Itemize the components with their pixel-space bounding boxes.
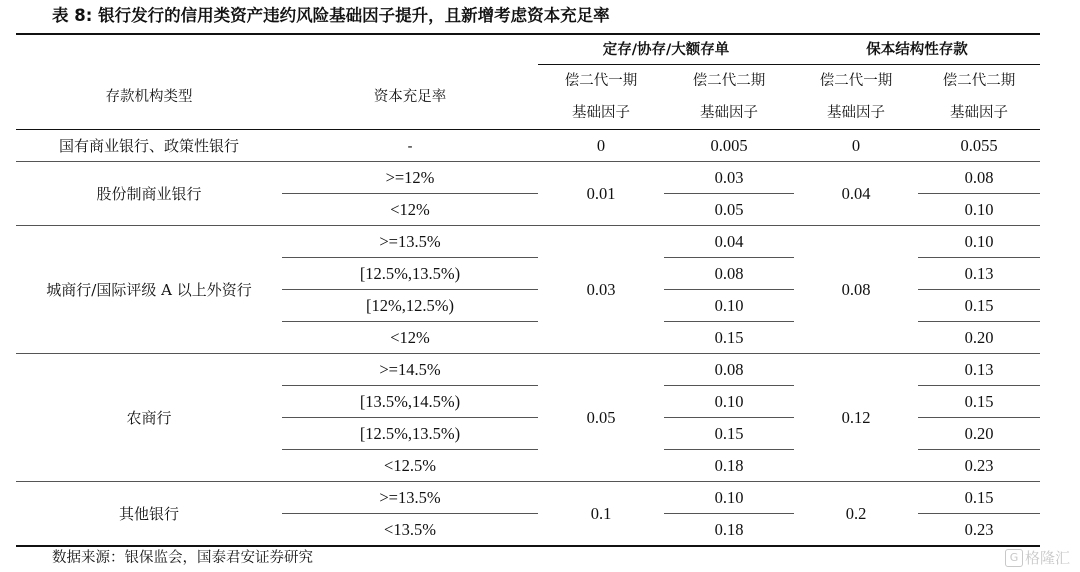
value-cell: 0.05 [538, 354, 664, 482]
bank-type-cell: 股份制商业银行 [16, 162, 282, 226]
value-cell: 0.08 [664, 258, 794, 290]
car-cell: <12% [390, 199, 430, 219]
table-row [16, 354, 1040, 386]
value-cell: 0.10 [918, 226, 1040, 258]
value-cell: 0 [851, 135, 861, 155]
table-row [16, 162, 1040, 194]
value-cell: 0.08 [664, 354, 794, 386]
value-cell: 0.15 [664, 418, 794, 450]
value-cell: 0.20 [918, 418, 1040, 450]
car-cell: [12.5%,13.5%) [282, 418, 538, 450]
value-cell: 0.10 [664, 290, 794, 322]
value-cell: 0.23 [964, 455, 994, 475]
gelonghui-logo-icon: G [1005, 549, 1023, 567]
value-cell: 0.18 [664, 514, 794, 547]
value-cell: 0.055 [960, 135, 998, 155]
value-cell: 0.12 [794, 354, 918, 482]
watermark-text: 格隆汇 [1024, 549, 1070, 567]
group-header-structured: 保本结构性存款 [794, 34, 1040, 65]
value-cell: 0.2 [794, 482, 918, 547]
car-cell: [12%,12.5%) [282, 290, 538, 322]
value-cell: 0.20 [964, 327, 994, 347]
bank-type-cell: 其他银行 [16, 482, 282, 547]
value-cell: 0.10 [964, 199, 994, 219]
car-cell: <12% [390, 327, 430, 347]
value-cell: 0.005 [710, 135, 748, 155]
risk-factor-table [16, 33, 1040, 547]
car-cell: [13.5%,14.5%) [282, 386, 538, 418]
value-cell: 0 [596, 135, 606, 155]
value-cell: 0.10 [664, 482, 794, 514]
column-header-phase1: 偿二代一期 [564, 73, 638, 89]
value-cell: 0.15 [918, 386, 1040, 418]
table-row [16, 482, 1040, 514]
value-cell: 0.13 [918, 258, 1040, 290]
value-cell: 0.01 [538, 162, 664, 226]
table-title: 表 8: 银行发行的信用类资产违约风险基础因子提升，且新增考虑资本充足率 [52, 6, 610, 25]
column-header-type: 存款机构类型 [16, 65, 282, 130]
car-cell: >=14.5% [282, 354, 538, 386]
car-cell: >=13.5% [282, 482, 538, 514]
value-cell: 0.15 [714, 327, 744, 347]
value-cell: 0.1 [538, 482, 664, 547]
value-cell: 0.08 [918, 162, 1040, 194]
car-cell: <13.5% [282, 514, 538, 547]
value-cell: 0.04 [664, 226, 794, 258]
bank-type-cell: 农商行 [16, 354, 282, 482]
value-cell: 0.15 [918, 290, 1040, 322]
source-note: 数据来源：银保监会，国泰君安证券研究 [52, 550, 313, 566]
column-header-phase2: 偿二代二期 [692, 73, 766, 89]
value-cell: 0.23 [918, 514, 1040, 547]
value-cell: 0.10 [664, 386, 794, 418]
car-cell: >=12% [282, 162, 538, 194]
bank-type-cell: 城商行/国际评级 A 以上外资行 [16, 226, 282, 354]
value-cell: 0.03 [538, 226, 664, 354]
group-header-deposit: 定存/协存/大额存单 [538, 34, 794, 65]
value-cell: 0.18 [714, 455, 744, 475]
column-header-phase1: 偿二代一期 [819, 73, 893, 89]
bank-type-cell: 国有商业银行、政策性银行 [58, 136, 239, 155]
car-cell: >=13.5% [282, 226, 538, 258]
column-header-factor: 基础因子 [918, 97, 1040, 130]
table-row [16, 130, 1040, 162]
value-cell: 0.04 [794, 162, 918, 226]
car-cell: [12.5%,13.5%) [282, 258, 538, 290]
car-cell: <12.5% [384, 455, 436, 475]
value-cell: 0.08 [794, 226, 918, 354]
value-cell: 0.15 [918, 482, 1040, 514]
value-cell: 0.03 [664, 162, 794, 194]
column-header-factor: 基础因子 [664, 97, 794, 130]
column-header-phase2: 偿二代二期 [942, 73, 1016, 89]
car-cell: - [407, 136, 413, 155]
watermark [1005, 546, 1070, 570]
column-header-car: 资本充足率 [282, 65, 538, 130]
value-cell: 0.13 [918, 354, 1040, 386]
table-row [16, 226, 1040, 258]
value-cell: 0.05 [714, 199, 744, 219]
column-header-factor: 基础因子 [794, 97, 918, 130]
column-header-factor: 基础因子 [538, 97, 664, 130]
